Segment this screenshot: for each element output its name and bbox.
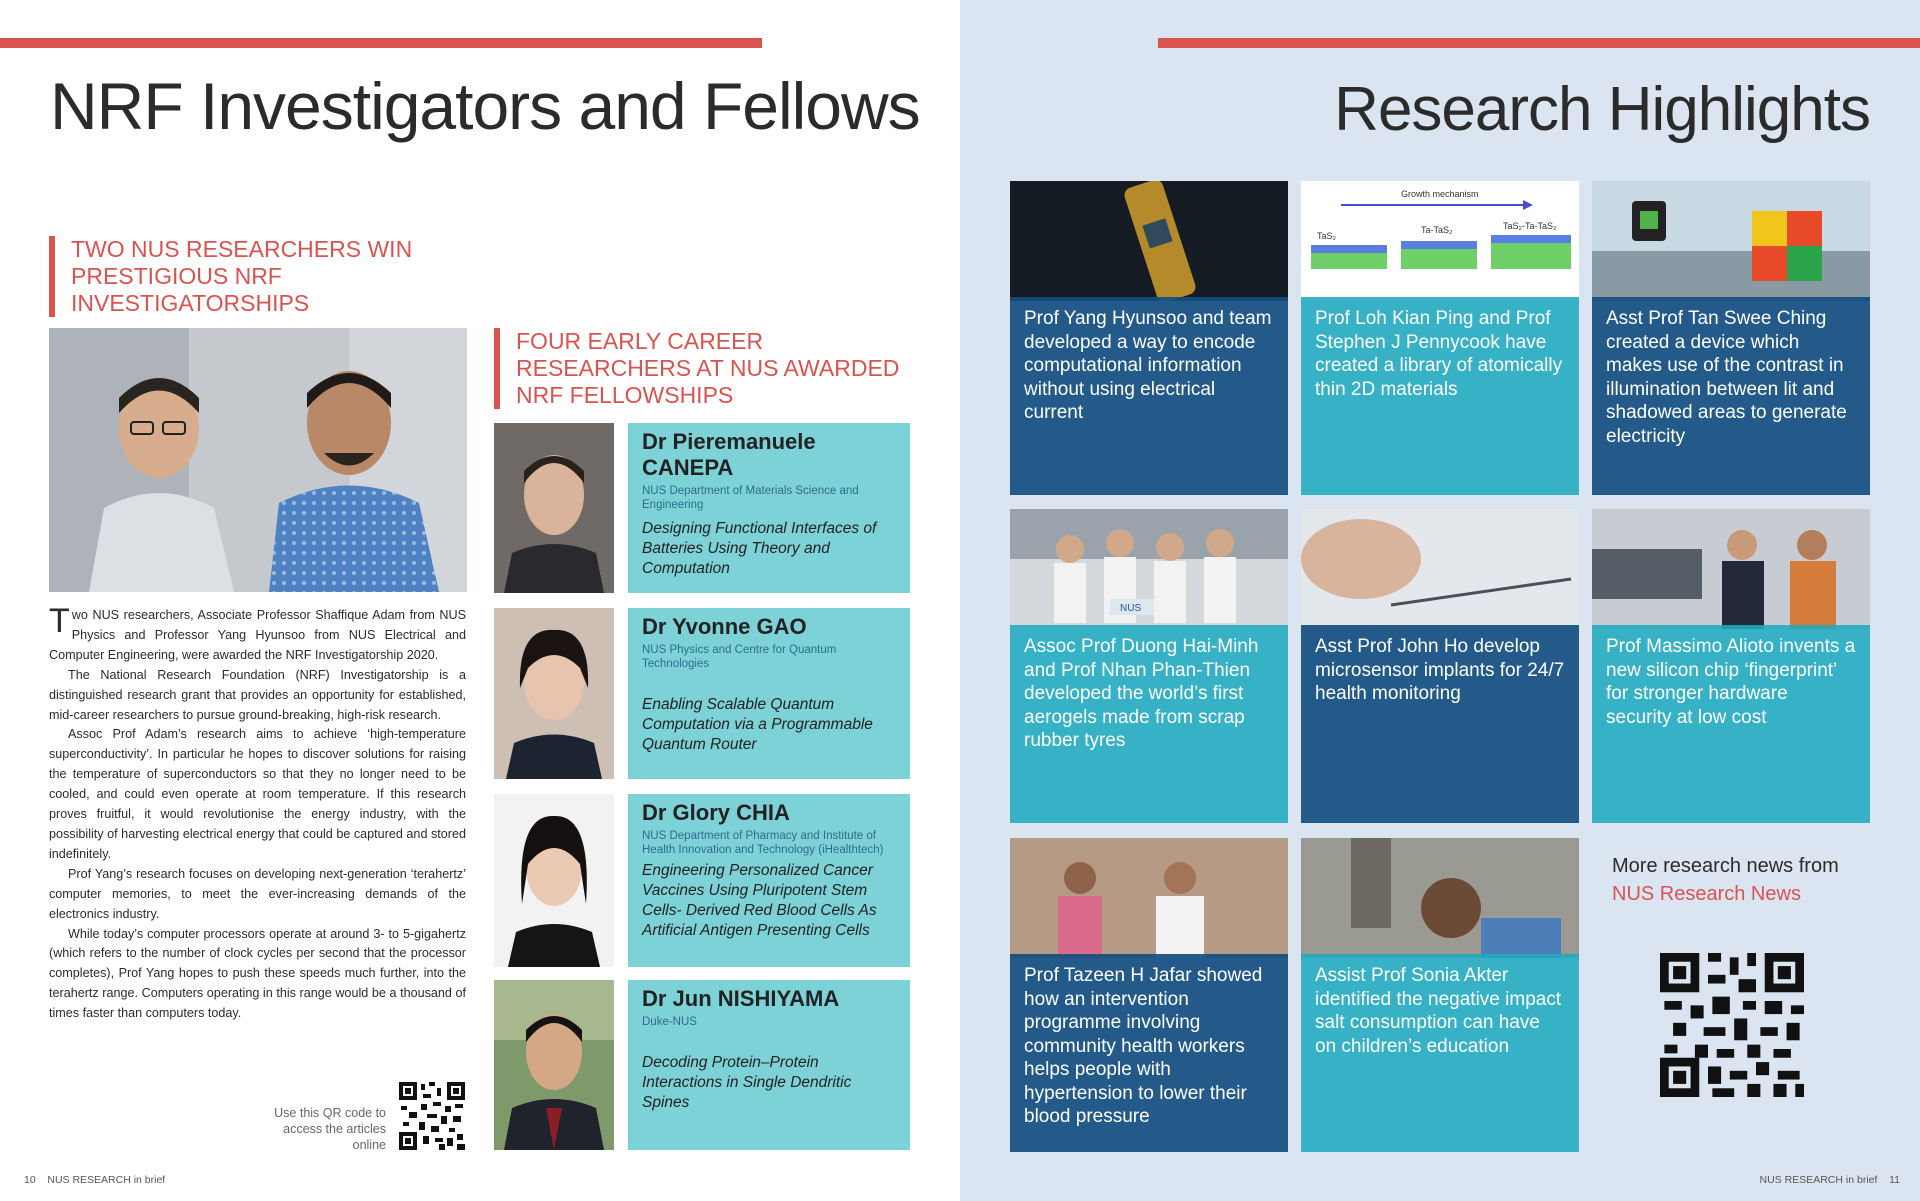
fellow-dept: NUS Department of Pharmacy and Institute of Health Innovation and Technology (iHealthtech) — [642, 830, 884, 856]
fellow-name: Dr Pieremanuele CANEPA — [642, 429, 816, 480]
figure-label-tas2-ta-tas2: TaS₂-Ta-TaS₂ — [1503, 221, 1557, 231]
shadow-energy-device-image — [1592, 181, 1870, 301]
fellow-name: Dr Jun NISHIYAMA — [642, 986, 840, 1011]
publication-name: NUS RESEARCH in brief — [1759, 1174, 1878, 1186]
fellow-card — [628, 423, 910, 593]
qr-caption: Use this QR code to access the articles online — [274, 1106, 386, 1152]
article-paragraph: Prof Yang’s research focuses on developing next-generation ‘terahertz’ computer memories, to meet the ever-increasing demands of the electronics industry. — [49, 866, 466, 921]
fellow-dept: NUS Department of Materials Science and Engineering — [642, 485, 859, 511]
highlight-text: Asst Prof John Ho develop microsensor implants for 24/7 health monitoring — [1301, 625, 1579, 823]
figure-label-ta-tas2: Ta-TaS₂ — [1421, 225, 1453, 235]
highlight-text: Assist Prof Sonia Akter identified the negative impact salt consumption can have on children’s education — [1301, 954, 1579, 1152]
publication-name: NUS RESEARCH in brief — [47, 1174, 166, 1186]
section-heading-investigatorships: TWO NUS RESEARCHERS WIN PRESTIGIOUS NRF INVESTIGATORSHIPS — [49, 236, 469, 317]
fellow-photo-chia — [494, 794, 614, 967]
child-drinking-water-photo — [1301, 838, 1579, 958]
highlight-text: Prof Tazeen H Jafar showed how an intervention programme involving community health workers helps people with hypertension to lower their blood pressure — [1010, 954, 1288, 1152]
microsensor-implant-image — [1301, 509, 1579, 629]
figure-label-nus: NUS — [1120, 603, 1142, 614]
fellow-name: Dr Yvonne GAO — [642, 614, 807, 639]
highlight-tile[interactable] — [1010, 509, 1288, 823]
article-paragraph: While today’s computer processors operate at around 3- to 5-gigahertz (which refers to the number of clock cycles per second that the processor completes), Prof Yang hopes to push these speeds much further, into the terahertz range. Computers operating in this range would be a thousand of times faster than computers today. — [49, 926, 466, 1021]
silicon-chip-team-photo — [1592, 509, 1870, 629]
fellow-topic: Engineering Personalized Cancer Vaccines Using Pluripotent Stem Cells- Derived Red Blood Cells As Artificial Antigen Presenting Cells — [642, 862, 877, 939]
fellow-photo-canepa — [494, 423, 614, 593]
highlight-text: Prof Loh Kian Ping and Prof Stephen J Pennycook have created a library of atomically thin 2D materials — [1301, 297, 1579, 495]
page-title-right: Research Highlights — [1334, 75, 1870, 144]
fellow-topic: Designing Functional Interfaces of Batteries Using Theory and Computation — [642, 520, 877, 577]
page-title-left: NRF Investigators and Fellows — [50, 69, 920, 143]
article-paragraph: Two NUS researchers, Associate Professor Shaffique Adam from NUS Physics and Professor Yang Hyunsoo from NUS Electrical and Computer Engineering, were awarded the NRF Investigatorship 2020. — [49, 602, 466, 662]
fellow-dept: Duke-NUS — [642, 1016, 697, 1028]
fellow-name: Dr Glory CHIA — [642, 800, 790, 825]
highlight-tile[interactable] — [1301, 509, 1579, 823]
investigatorship-article — [49, 602, 466, 1024]
highlight-tile[interactable] — [1592, 181, 1870, 495]
article-paragraph: Assoc Prof Adam’s research aims to achieve ‘high-temperature superconductivity’. In particular he hopes to discover solutions for raising the temperature of superconductors so that they no longer need to be cooled, and could even operate at room temperature. If this research proves fruitful, it would revolutionise the energy industry, with the possibility of harvesting electrical energy that could be captured and stored indefinitely. — [49, 727, 466, 861]
research-team-photo — [1010, 509, 1288, 629]
more-news-block — [1612, 852, 1839, 908]
highlight-text: Asst Prof Tan Swee Ching created a device which makes use of the contrast in illumination between lit and shadowed areas to generate electricity — [1592, 297, 1870, 495]
figure-label-growth: Growth mechanism — [1401, 189, 1479, 199]
qr-code-icon[interactable] — [399, 1082, 465, 1150]
health-workers-photo — [1010, 838, 1288, 958]
highlight-text: Prof Massimo Alioto invents a new silicon chip ‘fingerprint’ for stronger hardware security at low cost — [1592, 625, 1870, 823]
spintronics-device-image — [1010, 181, 1288, 301]
fellow-card — [628, 608, 910, 779]
nus-research-news-link[interactable]: NUS Research News — [1612, 883, 1801, 905]
fellow-photo-gao — [494, 608, 614, 779]
fellow-topic: Enabling Scalable Quantum Computation via a Programmable Quantum Router — [642, 696, 873, 753]
more-news-label: More research news from — [1612, 855, 1839, 877]
accent-bar-left — [0, 38, 762, 48]
footer-right — [1760, 1174, 1900, 1186]
fellow-card — [628, 794, 910, 967]
2d-materials-diagram — [1301, 181, 1579, 301]
article-paragraph: The National Research Foundation (NRF) Investigatorship is a distinguished research grant that provides an opportunity for established, mid-career researchers to pursue ground-breaking, high-risk research. — [49, 667, 466, 722]
highlight-tile[interactable] — [1592, 509, 1870, 823]
highlight-tile[interactable] — [1301, 181, 1579, 495]
page-number: 10 — [24, 1174, 36, 1186]
fellow-card — [628, 980, 910, 1150]
fellow-topic: Decoding Protein–Protein Interactions in Single Dendritic Spines — [642, 1054, 852, 1111]
page-number: 11 — [1889, 1174, 1900, 1186]
accent-bar-right — [1158, 38, 1920, 48]
highlight-tile[interactable] — [1010, 181, 1288, 495]
researchers-photo — [49, 328, 467, 592]
footer-left — [24, 1174, 165, 1186]
fellow-dept: NUS Physics and Centre for Quantum Technologies — [642, 644, 837, 670]
qr-code-icon[interactable] — [1660, 953, 1804, 1097]
section-heading-fellowships: FOUR EARLY CAREER RESEARCHERS AT NUS AWARDED NRF FELLOWSHIPS — [494, 328, 914, 409]
highlight-tile[interactable] — [1301, 838, 1579, 1152]
highlight-tile[interactable] — [1010, 838, 1288, 1152]
fellow-photo-nishiyama — [494, 980, 614, 1150]
highlight-text: Prof Yang Hyunsoo and team developed a way to encode computational information without using electrical current — [1010, 297, 1288, 495]
figure-label-tas2: TaS₂ — [1317, 231, 1337, 241]
highlight-text: Assoc Prof Duong Hai-Minh and Prof Nhan Phan-Thien developed the world’s first aerogels made from scrap rubber tyres — [1010, 625, 1288, 823]
dropcap-letter: T — [49, 602, 70, 640]
